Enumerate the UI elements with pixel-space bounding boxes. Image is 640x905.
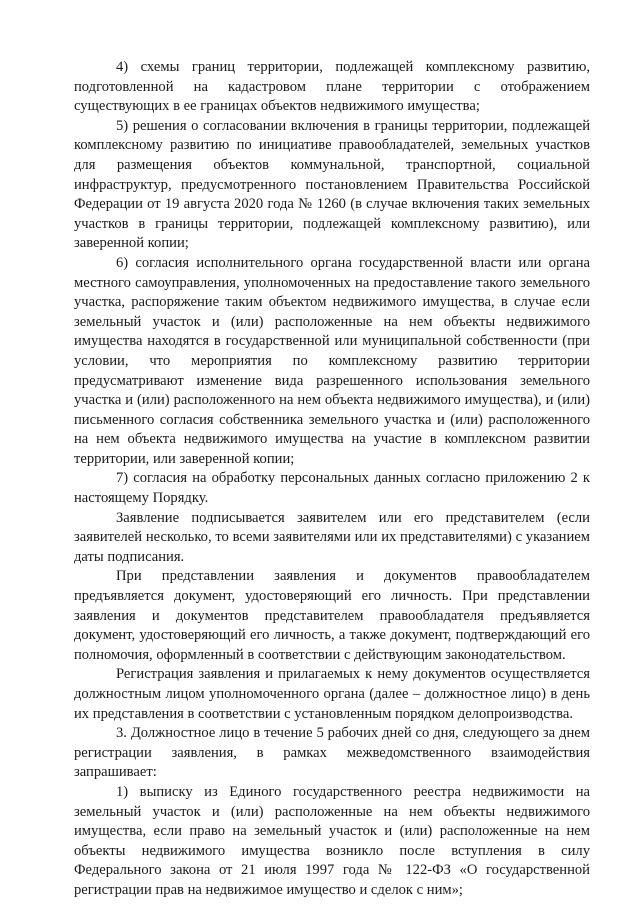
paragraph-item-7-personal-data-consent: 7) согласия на обработку персональных данных согласно приложению 2 к настоящему Порядку. bbox=[74, 470, 590, 507]
paragraph-request-item-1-registry-extract: 1) выписку из Единого государственного реестра недвижимости на земельный участок и (или) расположенные на нем объекты недвижимого имущества, если право на земельный участок и (или) расположенные на нем объекты недвижимого имущества возникло после вступления в силу Федерального закона от 21 июля 1997 года № 122-ФЗ «О государственной регистрации прав на недвижимое имущество и сделок с ним»; bbox=[74, 783, 590, 898]
paragraph-application-registration: Регистрация заявления и прилагаемых к нему документов осуществляется должностным лицом уполномоченного органа (далее – должностное лицо) в день их представления в соответствии с установленным порядком делопроизводства. bbox=[74, 666, 590, 722]
document-page bbox=[74, 58, 590, 901]
paragraph-item-5-inclusion-decision: 5) решения о согласовании включения в границы территории, подлежащей комплексному развитию по инициативе правообладателей, земельных участков для размещения объектов коммунальной, транспортной, социальной инфраструктур, предусмотренного постановлением Правительства Российской Федерации от 19 августа 2020 года № 1260 (в случае включения таких земельных участков в границы территории, подлежащей комплексному развитию), или заверенной копии; bbox=[74, 117, 590, 252]
paragraph-section-3-requests: 3. Должностное лицо в течение 5 рабочих дней со дня, следующего за днем регистрации заявления, в рамках межведомственного взаимодействия запрашивает: bbox=[74, 725, 590, 781]
paragraph-item-4-territory-scheme: 4) схемы границ территории, подлежащей комплексному развитию, подготовленной на кадастровом плане территории с отображением существующих в ее границах объектов недвижимого имущества; bbox=[74, 59, 590, 115]
paragraph-application-signing: Заявление подписывается заявителем или его представителем (если заявителей несколько, то всеми заявителями или их представителями) с указанием даты подписания. bbox=[74, 509, 590, 565]
paragraph-identity-documents: При представлении заявления и документов правообладателем предъявляется документ, удостоверяющий его личность. При представлении заявления и документов представителем правообладателя предъявляется документ, удостоверяющий его личность, а также документ, подтверждающий его полномочия, оформленный в соответствии с действующим законодательством. bbox=[74, 568, 590, 663]
paragraph-item-6-authority-consent: 6) согласия исполнительного органа государственной власти или органа местного самоуправления, уполномоченных на предоставление такого земельного участка, распоряжение таким объектом недвижимого имущества, в случае если земельный участок и (или) расположенные на нем объекты недвижимого имущества находятся в государственной или муниципальной собственности (при условии, что мероприятия по комплексному развитию территории предусматривают изменение вида разрешенного использования земельного участка и (или) расположенного на нем объекта недвижимого имущества), и (или) письменного согласия собственника земельного участка и (или) расположенного на нем объекта недвижимого имущества на участие в комплексном развитии территории, или заверенной копии; bbox=[74, 254, 590, 467]
